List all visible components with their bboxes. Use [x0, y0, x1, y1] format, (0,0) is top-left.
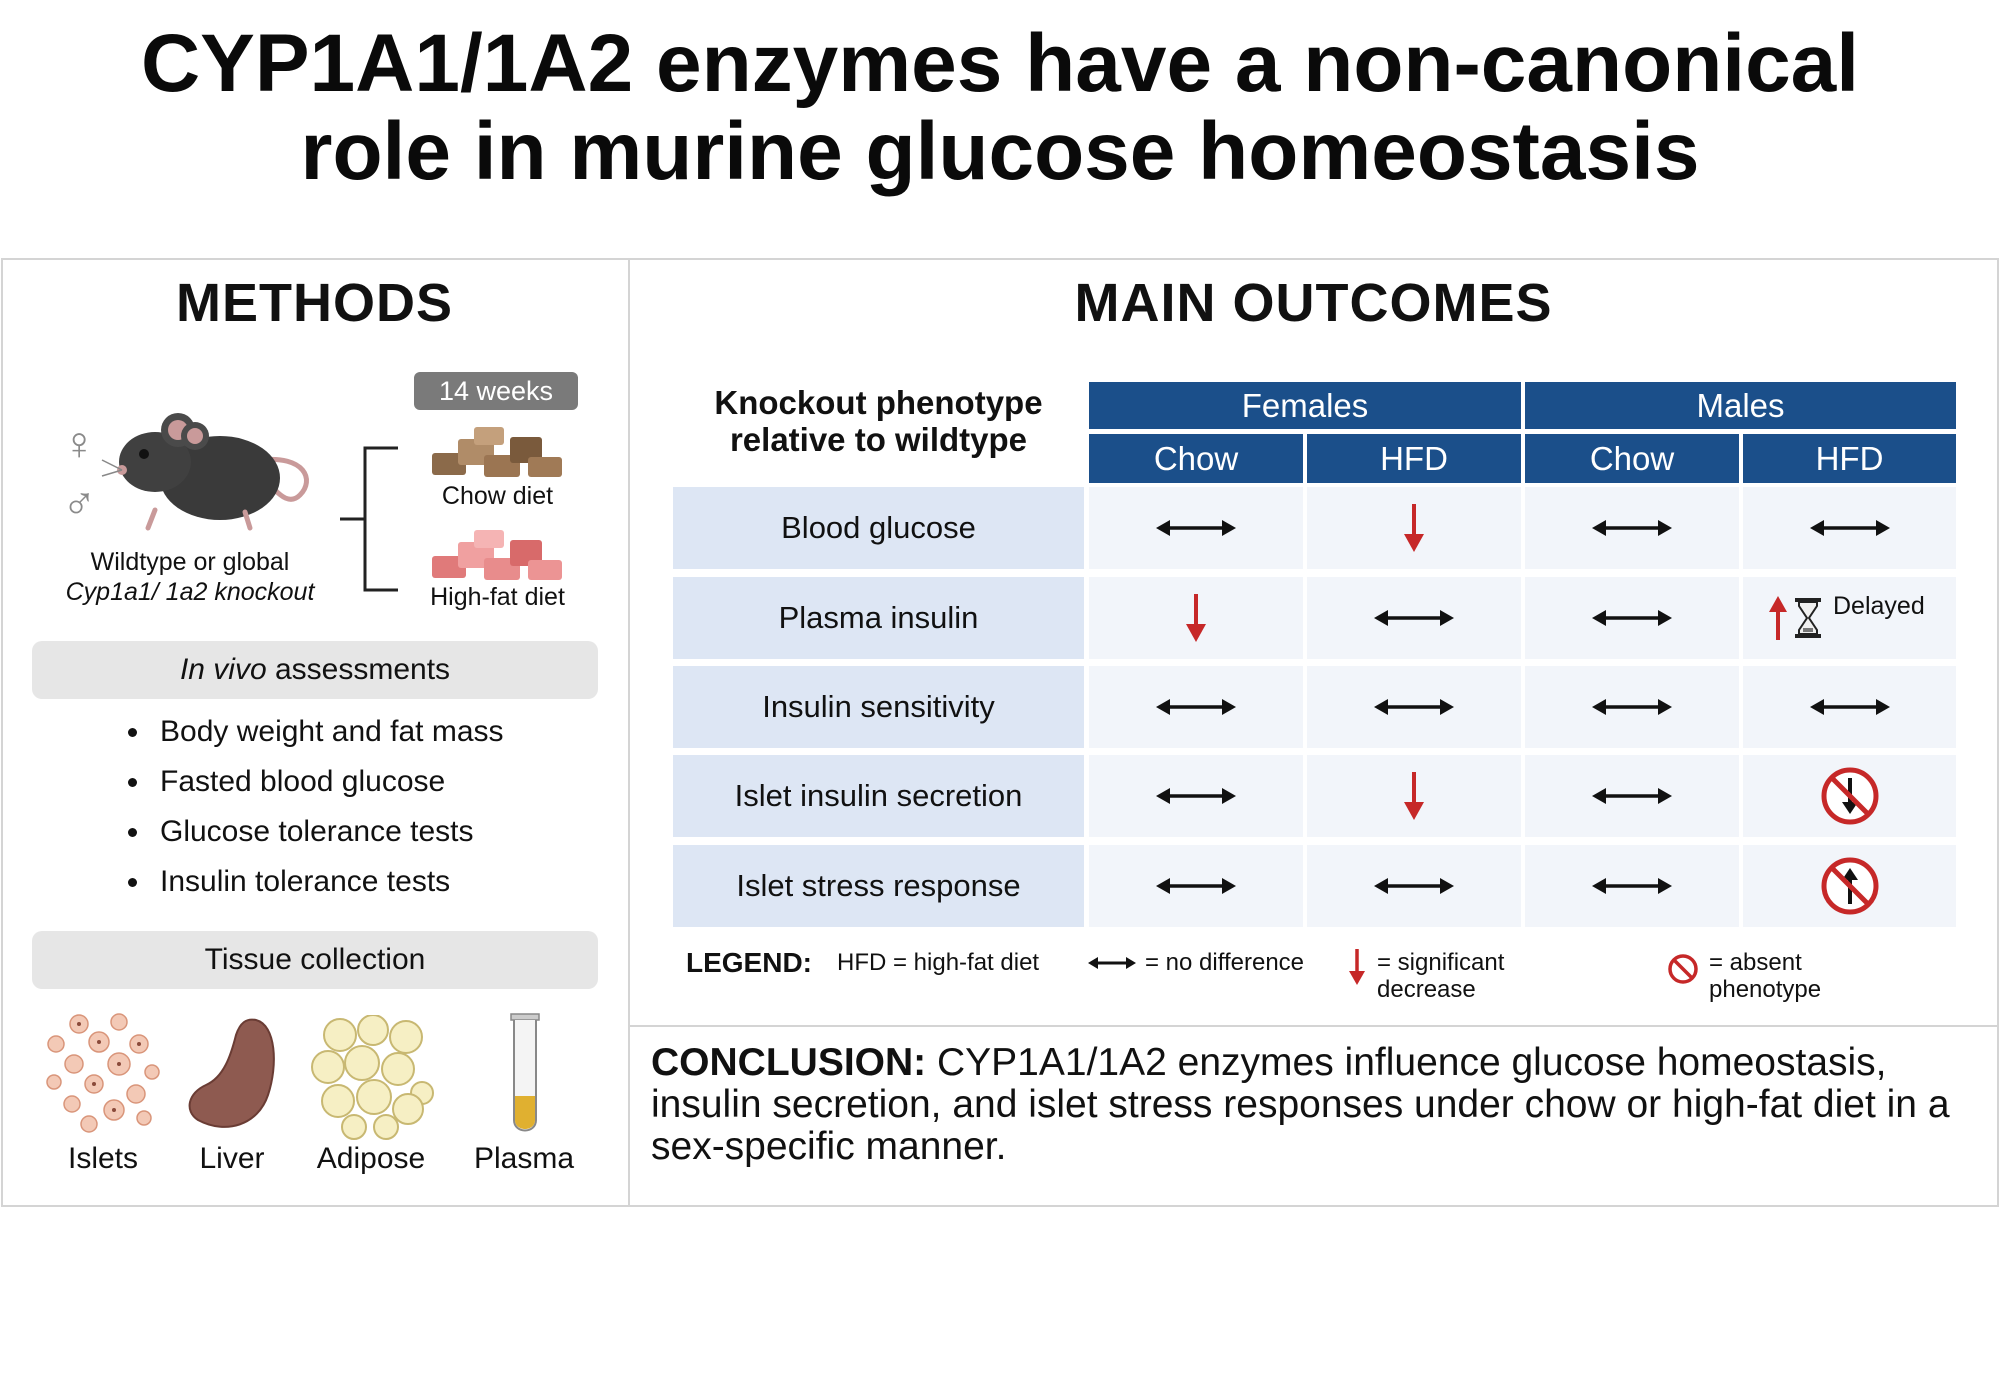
- table-cell: [1525, 577, 1739, 659]
- no-difference-icon: [1156, 517, 1236, 539]
- table-cell: [1307, 666, 1521, 748]
- legend-absent-line-1: = absent: [1709, 949, 1802, 976]
- table-cell: [1089, 755, 1303, 837]
- in-vivo-rest: assessments: [266, 653, 451, 686]
- delayed-label: Delayed: [1833, 592, 1925, 620]
- conclusion-label: CONCLUSION:: [651, 1041, 927, 1084]
- no-difference-icon: [1592, 517, 1672, 539]
- hourglass-icon: [1793, 598, 1823, 638]
- increase-arrow-icon: [1767, 596, 1789, 640]
- high-fat-diet-label: High-fat diet: [430, 583, 565, 611]
- table-cell: [1743, 666, 1956, 748]
- diet-header-female-hfd: HFD: [1307, 434, 1521, 483]
- list-item: Fasted blood glucose: [128, 762, 504, 812]
- tissue-label-liver: Liver: [199, 1142, 265, 1175]
- row-label: Islet insulin secretion: [673, 755, 1084, 837]
- plasma-tube-icon: [508, 1012, 542, 1137]
- table-cell: [1307, 577, 1521, 659]
- liver-icon: [186, 1015, 278, 1135]
- legend-no-difference-icon: [1088, 955, 1136, 971]
- decrease-arrow-icon: [1402, 504, 1426, 552]
- diet-header-female-chow: Chow: [1089, 434, 1303, 483]
- conclusion-body: CYP1A1/1A2 enzymes influence glucose homeostasis, insulin secretion, and islet stress responses under chow or high-fat diet in a sex-specific manner.: [651, 1041, 1950, 1168]
- table-cell: [1307, 845, 1521, 927]
- title-line-1: CYP1A1/1A2 enzymes have a non-canonical: [140, 18, 1860, 109]
- mouse-icon: [100, 400, 315, 535]
- mouse-label-line-2: Cyp1a1/ 1a2 knockout: [65, 578, 315, 606]
- no-difference-icon: [1374, 875, 1454, 897]
- group-header-females: Females: [1089, 382, 1521, 429]
- legend-absent-icon: [1667, 953, 1699, 985]
- no-difference-icon: [1592, 696, 1672, 718]
- tissue-collection-bar: Tissue collection: [32, 931, 598, 989]
- no-difference-icon: [1156, 785, 1236, 807]
- decrease-arrow-icon: [1402, 772, 1426, 820]
- female-symbol: ♀: [62, 417, 97, 469]
- legend-title: LEGEND:: [686, 947, 812, 978]
- table-cell: [1089, 845, 1303, 927]
- table-cell: [1525, 755, 1739, 837]
- legend-absent-line-2: phenotype: [1709, 976, 1822, 1003]
- duration-badge: 14 weeks: [414, 372, 578, 410]
- table-cell: [1089, 487, 1303, 569]
- table-cell: [1743, 487, 1956, 569]
- no-difference-icon: [1592, 785, 1672, 807]
- row-header-line-2: relative to wildtype: [729, 421, 1028, 458]
- legend-decrease-icon: [1347, 949, 1367, 985]
- islets-icon: [44, 1012, 164, 1137]
- list-item: Insulin tolerance tests: [128, 862, 504, 912]
- table-cell: [1525, 666, 1739, 748]
- outcomes-heading: MAIN OUTCOMES: [1074, 273, 1553, 333]
- no-difference-icon: [1592, 607, 1672, 629]
- table-cell: [1743, 845, 1956, 927]
- methods-heading: METHODS: [176, 273, 453, 333]
- table-cell: [1307, 755, 1521, 837]
- diet-header-male-chow: Chow: [1525, 434, 1739, 483]
- diet-header-male-hfd: HFD: [1743, 434, 1956, 483]
- assessment-list: [128, 712, 504, 912]
- adipose-icon: [310, 1015, 435, 1140]
- table-cell: [1743, 755, 1956, 837]
- male-symbol: ♂: [62, 477, 97, 529]
- group-header-males: Males: [1525, 382, 1956, 429]
- title-line-2: role in murine glucose homeostasis: [300, 106, 1700, 197]
- row-header-line-1: Knockout phenotype: [714, 384, 1043, 421]
- no-difference-icon: [1156, 875, 1236, 897]
- legend-decrease-line-2: decrease: [1377, 976, 1476, 1003]
- legend-hfd: HFD = high-fat diet: [837, 949, 1040, 976]
- row-label: Islet stress response: [673, 845, 1084, 927]
- table-cell: [1743, 577, 1956, 659]
- no-difference-icon: [1810, 517, 1890, 539]
- row-header-title: [673, 384, 1084, 458]
- in-vivo-bar: [32, 641, 598, 699]
- mouse-label-line-1: Wildtype or global: [90, 548, 290, 576]
- legend-absent: [1709, 949, 1821, 1003]
- table-cell: [1525, 487, 1739, 569]
- chow-diet-icon: [428, 425, 568, 483]
- tissue-label-plasma: Plasma: [473, 1142, 575, 1175]
- absent-increase-icon: [1820, 856, 1880, 916]
- legend-decrease: [1377, 949, 1504, 1003]
- row-label: Plasma insulin: [673, 577, 1084, 659]
- list-item: Body weight and fat mass: [128, 712, 504, 762]
- legend-decrease-line-1: = significant: [1377, 949, 1505, 976]
- tissue-label-adipose: Adipose: [316, 1142, 426, 1175]
- chow-diet-label: Chow diet: [441, 482, 554, 510]
- no-difference-icon: [1810, 696, 1890, 718]
- mouse-label: [40, 547, 340, 607]
- decrease-arrow-icon: [1184, 594, 1208, 642]
- no-difference-icon: [1592, 875, 1672, 897]
- no-difference-icon: [1374, 607, 1454, 629]
- list-item: Glucose tolerance tests: [128, 812, 504, 862]
- row-label: Blood glucose: [673, 487, 1084, 569]
- high-fat-diet-icon: [428, 528, 568, 586]
- diet-bracket: [340, 445, 400, 595]
- no-difference-icon: [1156, 696, 1236, 718]
- legend-no-difference: = no difference: [1145, 949, 1305, 976]
- row-label: Insulin sensitivity: [673, 666, 1084, 748]
- in-vivo-italic: In vivo: [179, 653, 267, 686]
- table-cell: [1089, 666, 1303, 748]
- main-title: [0, 20, 2000, 196]
- no-difference-icon: [1374, 696, 1454, 718]
- table-cell: [1307, 487, 1521, 569]
- table-cell: [1089, 577, 1303, 659]
- absent-decrease-icon: [1820, 766, 1880, 826]
- conclusion-text: [651, 1042, 1981, 1168]
- tissue-label-islets: Islets: [67, 1142, 139, 1175]
- table-cell: [1525, 845, 1739, 927]
- delayed-increase-group: [1767, 592, 1925, 640]
